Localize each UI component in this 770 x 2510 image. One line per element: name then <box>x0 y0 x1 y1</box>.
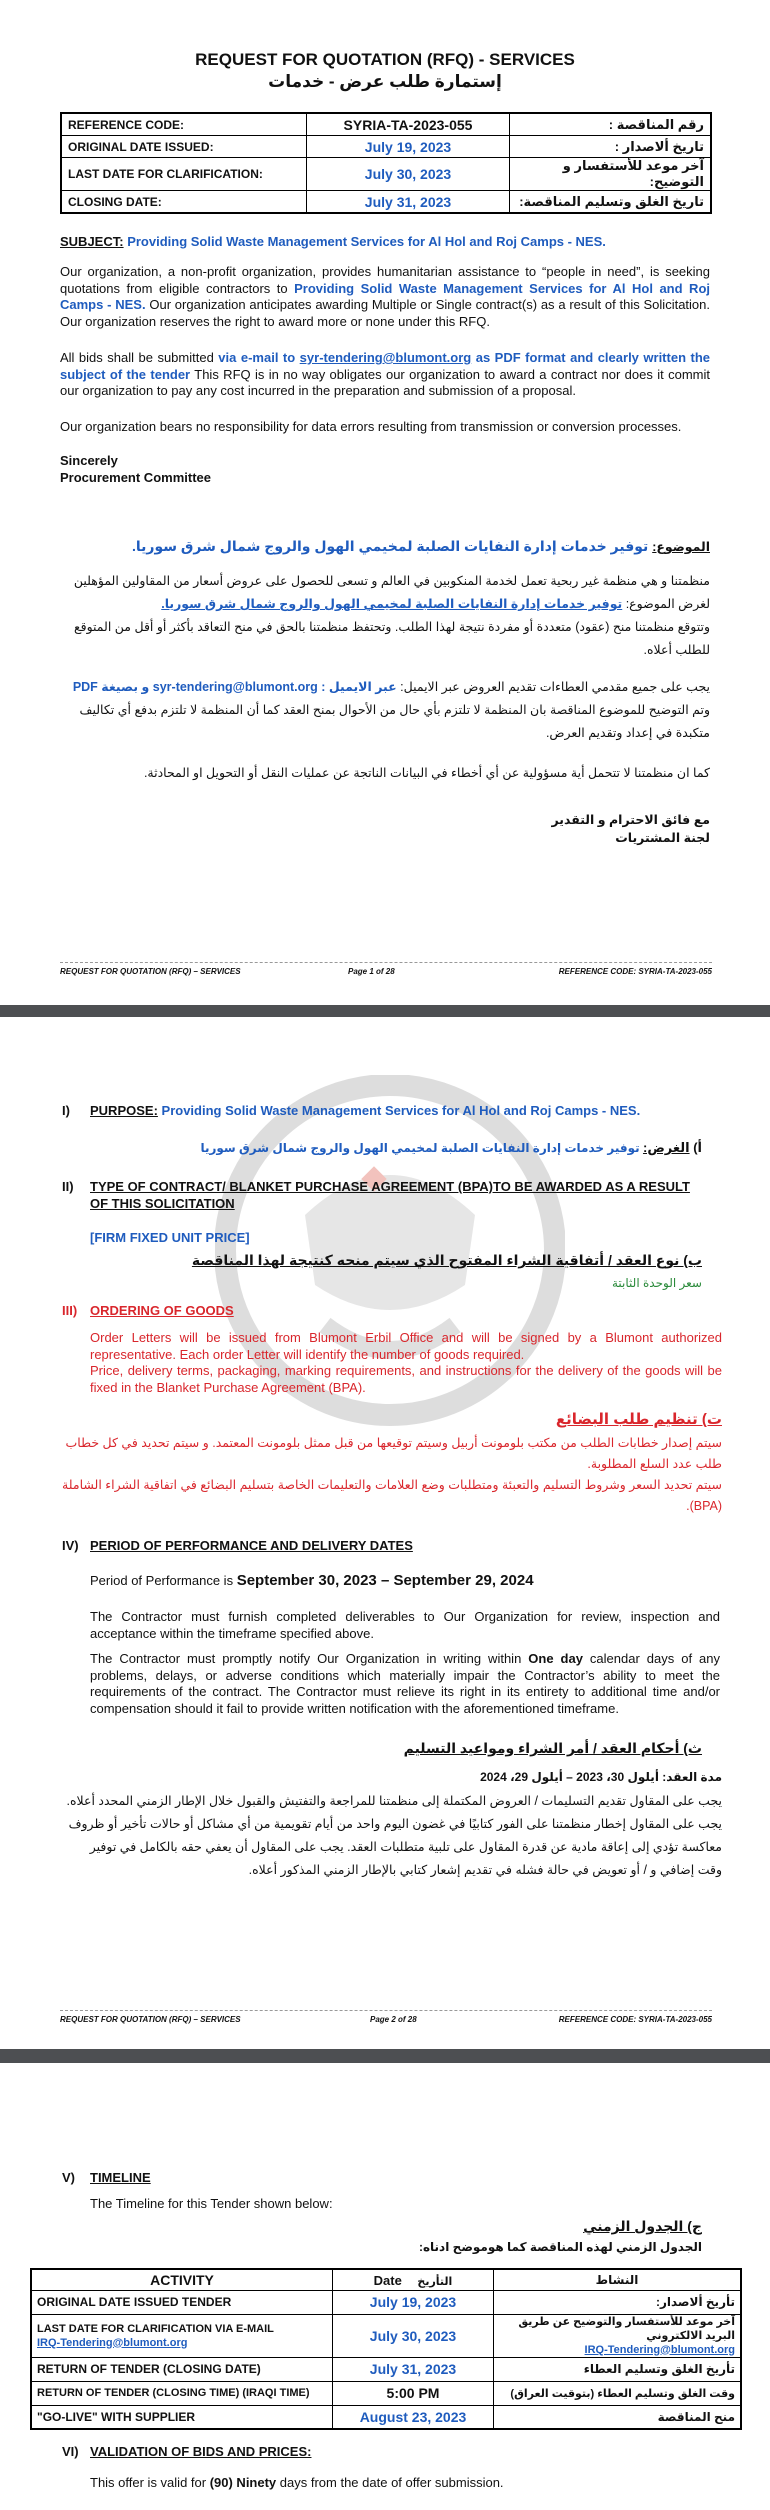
reference-table <box>60 112 712 214</box>
page-number: Page 2 of 28 <box>370 2015 417 2024</box>
page-footer: REQUEST FOR QUOTATION (RFQ) – SERVICES Page 2 of 28 REFERENCE CODE: SYRIA-TA-2023-055 <box>60 2010 712 2029</box>
ref-value: SYRIA-TA-2023-055 <box>307 113 510 136</box>
ref-label-arabic: آخر موعد للأستفسار و التوضيح: <box>510 158 712 191</box>
section-2-arabic-heading: ب) نوع العقد / أتفاقية الشراء المفتوح الذي سيتم منحه كنتيجة لهذا المناقصة <box>191 1252 702 1268</box>
ref-label: ORIGINAL DATE ISSUED: <box>61 136 307 158</box>
section-3-arabic-paragraph-1: سيتم إصدار خطابات الطلب من مكتب بلومونت أربيل وسيتم توقيعها من قبل ممثل بلومونت المعتمد. و سيتم تحديد في كل خطاب طلب عدد السلع المطلوبة. <box>65 1436 722 1471</box>
sincerely: Sincerely <box>60 453 118 468</box>
section-3-arabic-paragraph-2: سيتم تحديد السعر وشروط التسليم والتعبئة ومتطلبات وضع العلامات والتعليمات الخاصة بتسليم البضائع في اتفاقية الشراء الشاملة (BPA). <box>62 1478 722 1513</box>
ref-value: July 31, 2023 <box>307 191 510 214</box>
section-4-period: Period of Performance is September 30, 2023 – September 29, 2024 <box>90 1572 534 1589</box>
arabic-paragraph-1: منظمتنا و هي منظمة غير ربحية تعمل لخدمة المنكوبين في العالم و تسعى للحصول على عروض أسعار من المقاولين المؤهلين لغرض الموضوع: توفير خدمات إدارة النفايات الصلبة لمخيمي الهول والروج شمال شرق سوريا. <box>73 574 710 611</box>
page-number: Page 1 of 28 <box>348 967 395 976</box>
table-row <box>61 191 711 214</box>
section-4-arabic-paragraph-2: يجب على المقاول إخطار منظمتنا على الفور كتابيًا في غضون اليوم واحد من أيام تقويمية من أي مشاكل أو حالات تأخير أو ظروف معاكسة تؤدي إلى إعاقة مادية عن قدرة المقاول على تلبية متطلبات العقد. يجب على المقاول أن يعفي حقه بالكامل في توفير وقت إضافي و / أو تعويض في حالة فشله في تقديم إشعار كتابي بالإطار الزمني المذكور أعلاه. <box>68 1817 722 1877</box>
table-row <box>61 113 711 136</box>
section-3-paragraph-2: Price, delivery terms, packaging, marking requirements, and instructions for the delivery of the goods will be fixed in the Blanket Purchase Agreement (BPA). <box>90 1363 722 1395</box>
section-4-paragraph-1: The Contractor must furnish completed deliverables to Our Organization for review, inspection and acceptance within the timeframe specified above. <box>90 1609 720 1641</box>
clarification-email-link[interactable]: IRQ-Tendering@blumont.org <box>37 2336 188 2349</box>
ref-label: REFERENCE CODE: <box>61 113 307 136</box>
ref-label: CLOSING DATE: <box>61 191 307 214</box>
table-row: ORIGINAL DATE ISSUED TENDER July 19, 2023 تأريخ ألاصدار: <box>31 2290 741 2314</box>
section-6-heading: VI) VALIDATION OF BIDS AND PRICES: <box>62 2444 312 2459</box>
tendering-email-link[interactable]: syr-tendering@blumont.org <box>299 350 472 365</box>
arabic-email-link[interactable]: عبر الايميل : syr-tendering@blumont.org و بصيغة PDF <box>72 680 397 694</box>
table-row <box>61 158 711 191</box>
document-title-arabic: إستمارة طلب عرض - خدمات <box>268 72 502 91</box>
subject-label: SUBJECT: <box>60 234 124 249</box>
ref-value: July 30, 2023 <box>307 158 510 191</box>
subject-text: Providing Solid Waste Management Services for Al Hol and Roj Camps - NES. <box>127 234 606 249</box>
activity-header: ACTIVITY <box>31 2269 333 2290</box>
table-row: "GO-LIVE" WITH SUPPLIER August 23, 2023 منح المناقصة <box>31 2405 741 2429</box>
section-3-heading: III) ORDERING OF GOODS <box>62 1303 234 1318</box>
section-5-arabic-heading: ج) الجدول الزمني <box>583 2218 702 2234</box>
document-title: REQUEST FOR QUOTATION (RFQ) - SERVICES <box>195 50 575 69</box>
intro-paragraph-1: Our organization, a non-profit organization, provides humanitarian assistance to “people in need”, is seeking quotations from eligible contractors to Providing Solid Waste Management Services for Al Hol and Roj Camps - NES. Our organization anticipates awarding Multiple or Single contract(s) as a result of this Solicitation. Our organization reserves the right to award more or none under this RFQ. <box>60 264 710 329</box>
ref-label-arabic: رقم المناقصة : <box>510 113 712 136</box>
ref-label: LAST DATE FOR CLARIFICATION: <box>61 158 307 191</box>
subject-line <box>60 234 720 249</box>
arabic-paragraph-2: وتتوقع منظمتنا منح (عقود) متعددة أو مفردة نتيجة لهذا الطلب. وتحتفظ منظمتنا بالحق في منح التعاقد بأكثر أو أقل من المتوقع للطلب أعلاه. <box>73 620 710 657</box>
section-2-price-type: [FIRM FIXED UNIT PRICE] <box>90 1230 250 1245</box>
section-2-arabic-price: سعر الوحدة الثابتة <box>612 1276 702 1290</box>
section-5-arabic-intro: الجدول الزمني لهذه المناقصة كما هوموضح ادناه: <box>418 2240 702 2254</box>
section-3-paragraph-1: Order Letters will be issued from Blumont Erbil Office and will be signed by a Blumont authorized representative. Each order Letter will identify the number of goods required. <box>90 1330 722 1362</box>
arabic-paragraph-3: يجب على جميع مقدمي العطاءات تقديم العروض عبر الايميل: عبر الايميل : syr-tendering@blumont.org و بصيغة PDF وتم التوضيح للموضوع المناقصة بان المنظمة لا تلتزم بأي حال من الأحوال بمنح العقد كما أن المنظمة لا تلتزم بدفع أي تكاليف متكبدة في إعداد وتقديم العرض. <box>72 680 710 740</box>
page-footer: REQUEST FOR QUOTATION (RFQ) – SERVICES Page 1 of 28 REFERENCE CODE: SYRIA-TA-2023-055 <box>60 962 712 981</box>
page-separator <box>0 2049 770 2063</box>
section-4-arabic-heading: ث) أحكام العقد / أمر الشراء ومواعيد التسليم <box>403 1740 702 1756</box>
page-separator <box>0 1005 770 1017</box>
section-1-purpose: I) PURPOSE: Providing Solid Waste Management Services for Al Hol and Roj Camps - NES. <box>62 1103 641 1118</box>
section-3-arabic-heading: ت) تنظيم طلب البضائع <box>555 1411 722 1428</box>
intro-subject-link: Providing Solid Waste Management Services for Al Hol and Roj Camps - NES. <box>60 280 710 312</box>
intro-paragraph-2: All bids shall be submitted via e-mail to syr-tendering@blumont.org as PDF format and clearly written the subject of the tender This RFQ is in no way obligates our organization to award a contract nor does it commit our organization to pay any cost incurred in the preparation and submission of a proposal. <box>60 350 710 398</box>
table-row: LAST DATE FOR CLARIFICATION VIA E-MAIL IRQ-Tendering@blumont.org July 30, 2023 آخر موعد للأستفسار والتوضيح عن طريق البريد الالكتروني IRQ-Tendering@blumont.org <box>31 2314 741 2357</box>
clarification-email-link-arabic[interactable]: IRQ-Tendering@blumont.org <box>584 2343 735 2356</box>
table-header-row <box>31 2269 741 2290</box>
arabic-committee: لجنة المشتريات <box>615 831 710 845</box>
section-6-text: This offer is valid for (90) Ninety days from the date of offer submission. <box>90 2475 504 2490</box>
section-4-heading: IV) PERIOD OF PERFORMANCE AND DELIVERY DATES <box>62 1538 413 1553</box>
section-4-arabic-period: مدة العقد: أيلول 30، 2023 – أيلول 29، 2024 <box>480 1770 722 1784</box>
arabic-paragraph-4: كما ان منظمتنا لا تتحمل أية مسؤولية عن أي أخطاء في البيانات الناتجة عن عمليات النقل أو التحويل او المحادثة. <box>143 766 710 780</box>
section-4-paragraph-2: The Contractor must promptly notify Our Organization in writing within One day calendar days of any problems, delays, or adverse conditions which materially impair the Contractor’s ability to meet the requirements of the contract. The Contractor must relieve its right in its entirety to additional time and/or compensation should it fail to provide written notification with the aforementioned timeframe. <box>90 1651 721 1716</box>
section-1-arabic: أ) الغرض: توفير خدمات إدارة النفايات الصلبة لمخيمي الهول والروج شمال شرق سوريا <box>200 1140 702 1155</box>
section-2-heading: II) TYPE OF CONTRACT/ BLANKET PURCHASE AGREEMENT (BPA)TO BE AWARDED AS A RESULT OF THIS SOLICITATION <box>62 1179 690 1211</box>
table-row: RETURN OF TENDER (CLOSING DATE) July 31, 2023 تأريخ الغلق وتسليم العطاء <box>31 2357 741 2381</box>
intro-paragraph-3: Our organization bears no responsibility for data errors resulting from transmission or conversion processes. <box>60 419 682 434</box>
arabic-subject: الموضوع: توفير خدمات إدارة النفايات الصلبة لمخيمي الهول والروج شمال شرق سوريا. <box>132 538 710 554</box>
timeline-table <box>30 2268 742 2430</box>
ref-value: July 19, 2023 <box>307 136 510 158</box>
activity-arabic-header: النشاط <box>494 2269 742 2290</box>
ref-label-arabic: تاريخ ألاصدار : <box>510 136 712 158</box>
procurement-committee: Procurement Committee <box>60 470 211 485</box>
table-row <box>61 136 711 158</box>
table-row: RETURN OF TENDER (CLOSING TIME) (IRAQI TIME) 5:00 PM وقت الغلق وتسليم العطاء (بتوقيت العراق) <box>31 2381 741 2405</box>
ref-label-arabic: تاريخ الغلق وتسليم المناقصة: <box>510 191 712 214</box>
arabic-regards: مع فائق الاحترام و التقدير <box>551 813 710 827</box>
section-5-intro: The Timeline for this Tender shown below: <box>90 2196 333 2211</box>
date-header: Date التأريخ <box>333 2269 494 2290</box>
section-4-arabic-paragraph-1: يجب على المقاول تقديم التسليمات / العروض المكتملة إلى منظمتنا للمراجعة والتفتيش والقبول خلال الإطار الزمني المحدد أعلاه. <box>66 1794 722 1808</box>
section-5-heading: V) TIMELINE <box>62 2170 151 2185</box>
